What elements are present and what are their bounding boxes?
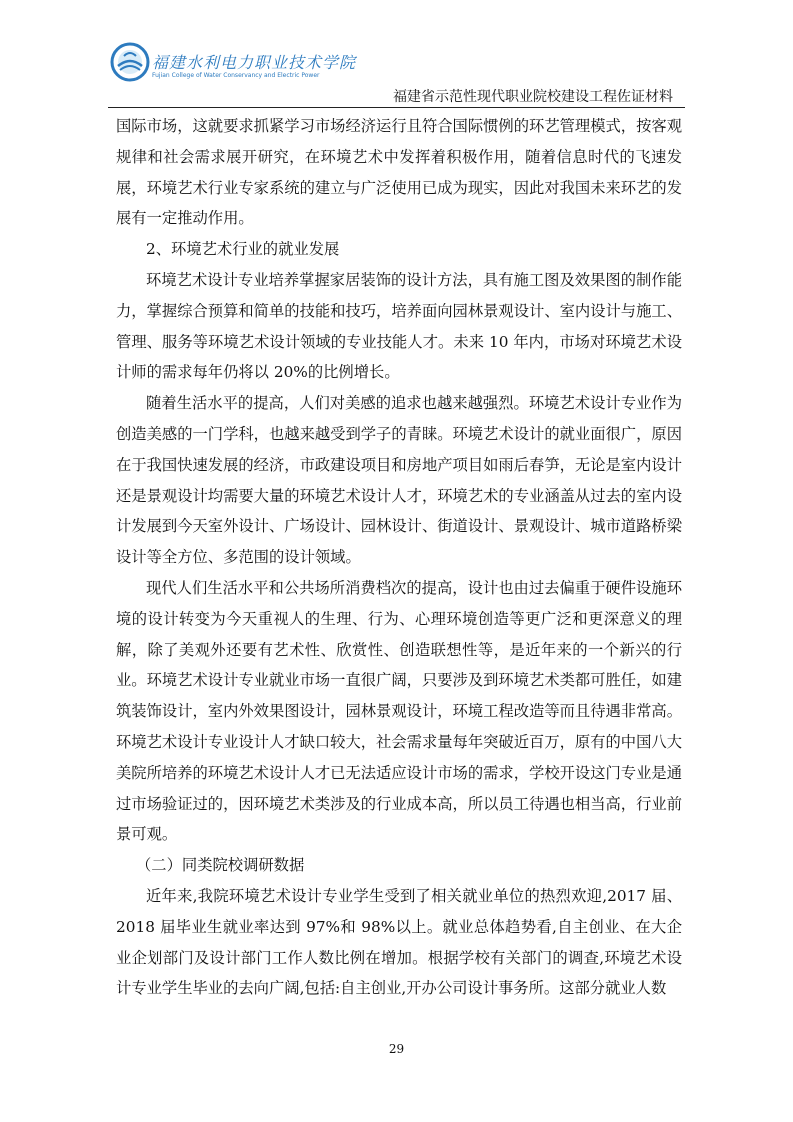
- college-logo: [110, 42, 357, 102]
- document-body: [116, 111, 682, 1004]
- header-title: 福建省示范性现代职业院校建设工程佐证材料: [393, 89, 673, 105]
- section-heading-employment: 2、环境艺术行业的就业发展: [146, 240, 340, 259]
- paragraph-training-goals: 环境艺术设计专业培养掌握家居装饰的设计方法，具有施工图及效果图的制作能力，掌握综合预算和简单的技能和技巧，培养面向园林景观设计、室内设计与施工、管理、服务等环境艺术设计领域的专业技能人才。未来 10 年内，市场对环境艺术设计师的需求每年仍将以 20%的比例增长。: [116, 270, 682, 382]
- paragraph-aesthetics-demand: 随着生活水平的提高，人们对美感的追求也越来越强烈。环境艺术设计专业作为创造美感的一门学科，也越来越受到学子的青睐。环境艺术设计的就业面很广，原因在于我国快速发展的经济，市政建设项目和房地产项目如雨后春笋，无论是室内设计还是景观设计均需要大量的环境艺术设计人才，环境艺术的专业涵盖从过去的室内设计发展到今天室外设计、广场设计、园林设计、街道设计、景观设计、城市道路桥梁设计等全方位、多范围的设计领域。: [116, 394, 682, 567]
- section-heading-survey: （二）同类院校调研数据: [136, 856, 305, 875]
- logo-college-english-name: Fujian College of Water Conservancy and Electric Power: [152, 72, 320, 79]
- logo-college-name: 福建水利电力职业技术学院: [152, 53, 357, 72]
- college-emblem-icon: [110, 42, 150, 82]
- paragraph-intl-market: 国际市场，这就要求抓紧学习市场经济运行且符合国际惯例的环艺管理模式，按客观规律和社会需求展开研究，在环境艺术中发挥着积极作用，随着信息时代的飞速发展，环境艺术行业专家系统的建立与广泛使用已成为现实，因此对我国未来环艺的发展有一定推动作用。: [116, 117, 682, 228]
- header-divider: [108, 107, 685, 108]
- paragraph-employment-rates: 近年来,我院环境艺术设计专业学生受到了相关就业单位的热烈欢迎,2017 届、2018 届毕业生就业率达到 97%和 98%以上。就业总体趋势看,自主创业、在大企业企划部门及设计部门工作人数比例在增加。根据学校有关部门的调查,环境艺术设计专业学生毕业的去向广阔,包括:自主创业,开办公司设计事务所。这部分就业人数: [116, 886, 682, 998]
- paragraph-industry-prospects: 现代人们生活水平和公共场所消费档次的提高，设计也由过去偏重于硬件设施环境的设计转变为今天重视人的生理、行为、心理环境创造等更广泛和更深意义的理解，除了美观外还要有艺术性、欣赏性、创造联想性等，是近年来的一个新兴的行业。环境艺术设计专业就业市场一直很广阔，只要涉及到环境艺术类都可胜任，如建筑装饰设计，室内外效果图设计，园林景观设计，环境工程改造等而且待遇非常高。环境艺术设计专业设计人才缺口较大，社会需求量每年突破近百万，原有的中国八大美院所培养的环境艺术设计人才已无法适应设计市场的需求，学校开设这门专业是通过市场验证过的，因环境艺术类涉及的行业成本高，所以员工待遇也相当高，行业前景可观。: [116, 578, 682, 844]
- page-number: 29: [388, 1042, 405, 1056]
